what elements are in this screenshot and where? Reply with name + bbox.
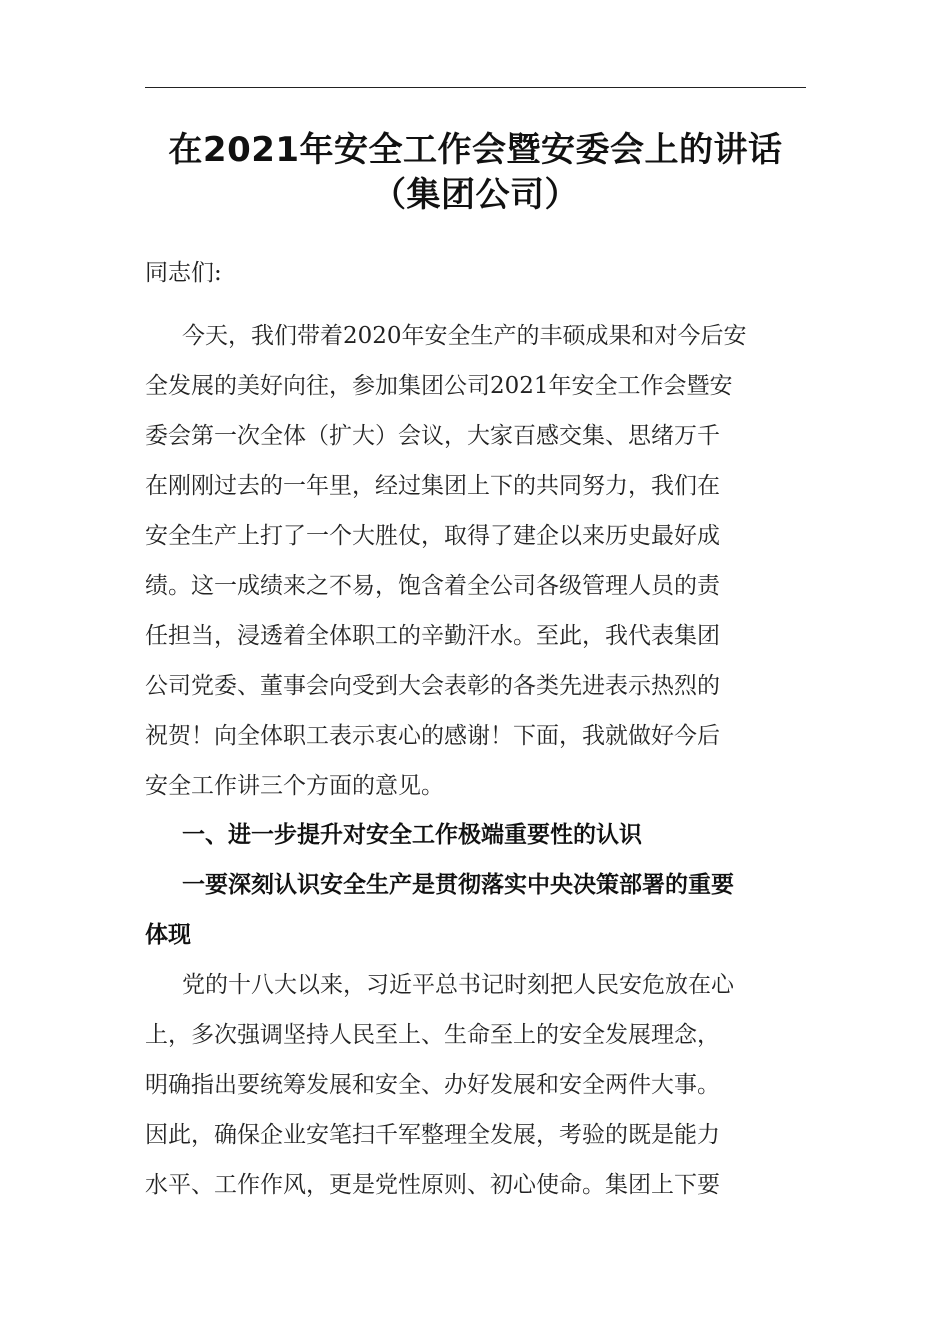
header-rule [145,87,806,88]
paragraph-line: 祝贺！向全体职工表示衷心的感谢！下面，我就做好今后 [145,723,720,749]
paragraph-line: 上，多次强调坚持人民至上、生命至上的安全发展理念， [145,1022,720,1048]
subsection-heading: 体现 [145,922,191,948]
paragraph-line: 安全工作讲三个方面的意见。 [145,773,444,799]
paragraph-line: 在刚刚过去的一年里，经过集团上下的共同努力，我们在 [145,473,720,499]
document-subtitle: （集团公司） [372,175,579,215]
paragraph-line: 水平、工作作风，更是党性原则、初心使命。集团上下要 [145,1172,720,1198]
section-heading: 一、进一步提升对安全工作极端重要性的认识 [182,822,642,848]
paragraph-line: 安全生产上打了一个大胜仗，取得了建企以来历史最好成 [145,523,720,549]
paragraph-line: 明确指出要统筹发展和安全、办好发展和安全两件大事。 [145,1072,720,1098]
paragraph-line: 因此，确保企业安笔扫千军整理全发展，考验的既是能力 [145,1122,720,1148]
paragraph-line: 党的十八大以来，习近平总书记时刻把人民安危放在心 [182,972,734,998]
paragraph-line: 今天，我们带着2020年安全生产的丰硕成果和对今后安 [182,323,747,349]
paragraph-line: 公司党委、董事会向受到大会表彰的各类先进表示热烈的 [145,673,720,699]
subsection-heading: 一要深刻认识安全生产是贯彻落实中央决策部署的重要 [182,872,734,898]
salutation: 同志们: [145,260,222,286]
paragraph-line: 全发展的美好向往，参加集团公司2021年安全工作会暨安 [145,373,733,399]
paragraph-line: 任担当，浸透着全体职工的辛勤汗水。至此，我代表集团 [145,623,720,649]
document-title: 在2021年安全工作会暨安委会上的讲话 [168,130,783,170]
paragraph-line: 绩。这一成绩来之不易，饱含着全公司各级管理人员的责 [145,573,720,599]
paragraph-line: 委会第一次全体（扩大）会议，大家百感交集、思绪万千 [145,423,720,449]
